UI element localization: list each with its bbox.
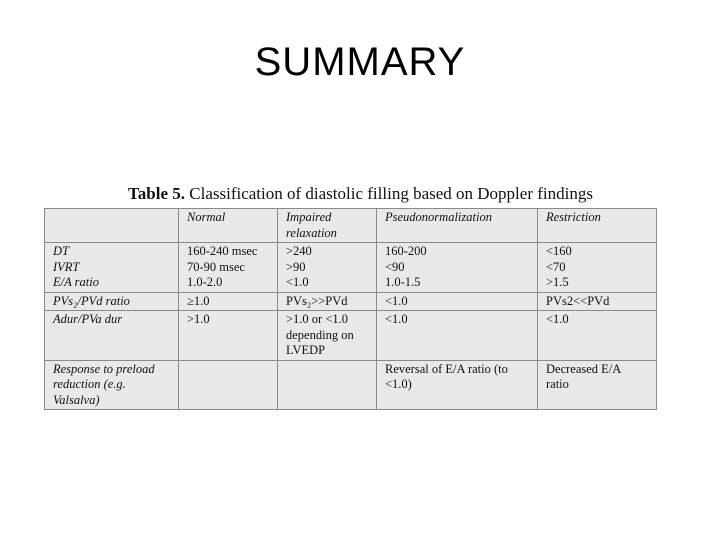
table-row xyxy=(45,243,657,293)
table-row xyxy=(45,292,657,311)
cell-line: 70-90 msec xyxy=(187,259,245,274)
cell-line: Reversal of E/A ratio (to xyxy=(385,361,508,376)
table-caption-text: Classification of diastolic filling based on Doppler findings xyxy=(185,184,593,203)
cell-line: ≥1.0 xyxy=(187,293,210,308)
cell-line: 160-240 msec xyxy=(187,244,258,258)
cell-restriction xyxy=(538,243,657,293)
cell-pseudonormalization xyxy=(377,360,538,410)
cell-line: <1.0 xyxy=(546,312,569,326)
cell-pseudonormalization xyxy=(377,243,538,293)
cell-impaired xyxy=(278,243,377,293)
cell-line: >1.0 xyxy=(187,312,210,326)
cell-line: <70 xyxy=(546,259,566,274)
cell-line: <1.0) xyxy=(385,377,412,391)
cell-line: <1.0 xyxy=(385,312,408,326)
cell-line: 1.0-2.0 xyxy=(187,275,223,289)
diastolic-filling-table xyxy=(44,208,657,410)
table-row xyxy=(45,311,657,361)
row-label xyxy=(45,243,179,293)
row-label-line: reduction (e.g. xyxy=(53,377,126,391)
cell-restriction xyxy=(538,292,657,311)
cell-line: <1.0 xyxy=(286,275,309,289)
cell-line: <1.0 xyxy=(385,293,408,308)
row-label-line: IVRT xyxy=(53,259,80,274)
cell-line: depending on xyxy=(286,327,354,342)
row-label-line: Response to preload xyxy=(53,361,155,376)
row-label xyxy=(45,360,179,410)
cell-pseudonormalization xyxy=(377,311,538,361)
header-restriction: Restriction xyxy=(538,209,657,243)
row-label-line: DT xyxy=(53,244,69,258)
row-label-line: Valsalva) xyxy=(53,392,100,407)
cell-line: >90 xyxy=(286,259,306,274)
cell-line: <160 xyxy=(546,244,572,258)
header-impaired-relaxation xyxy=(278,209,377,243)
cell-line: ratio xyxy=(546,377,569,391)
table-row xyxy=(45,360,657,410)
cell-line: 1.0-1.5 xyxy=(385,275,421,289)
cell-normal xyxy=(179,311,278,361)
header-impaired-line-1: Impaired xyxy=(286,210,332,224)
cell-line: Decreased E/A xyxy=(546,361,622,376)
row-label xyxy=(45,311,179,361)
header-pseudonormalization: Pseudonormalization xyxy=(377,209,538,243)
slide-title: SUMMARY xyxy=(254,40,466,84)
cell-impaired xyxy=(278,311,377,361)
row-label-line: PVs₂/PVd ratio xyxy=(53,293,130,308)
row-label-line: E/A ratio xyxy=(53,275,99,289)
cell-normal xyxy=(179,292,278,311)
table-caption xyxy=(128,184,593,204)
header-normal: Normal xyxy=(179,209,278,243)
cell-line: LVEDP xyxy=(286,343,326,357)
cell-line: >1.0 or <1.0 xyxy=(286,312,349,326)
cell-line: >240 xyxy=(286,244,312,258)
cell-line: PVs2<<PVd xyxy=(546,293,610,308)
cell-line: PVs₂>>PVd xyxy=(286,293,348,308)
cell-impaired xyxy=(278,360,377,410)
cell-restriction xyxy=(538,360,657,410)
cell-line: >1.5 xyxy=(546,275,569,289)
header-impaired-line-2: relaxation xyxy=(286,225,337,240)
row-label-line: Adur/PVa dur xyxy=(53,312,123,326)
cell-line: 160-200 xyxy=(385,244,427,258)
cell-impaired xyxy=(278,292,377,311)
header-empty-cell xyxy=(45,209,179,243)
row-label xyxy=(45,292,179,311)
cell-pseudonormalization xyxy=(377,292,538,311)
table-caption-number: Table 5. xyxy=(128,184,186,203)
cell-line: <90 xyxy=(385,259,405,274)
cell-normal xyxy=(179,243,278,293)
table-header-row xyxy=(45,209,657,243)
cell-normal xyxy=(179,360,278,410)
cell-restriction xyxy=(538,311,657,361)
